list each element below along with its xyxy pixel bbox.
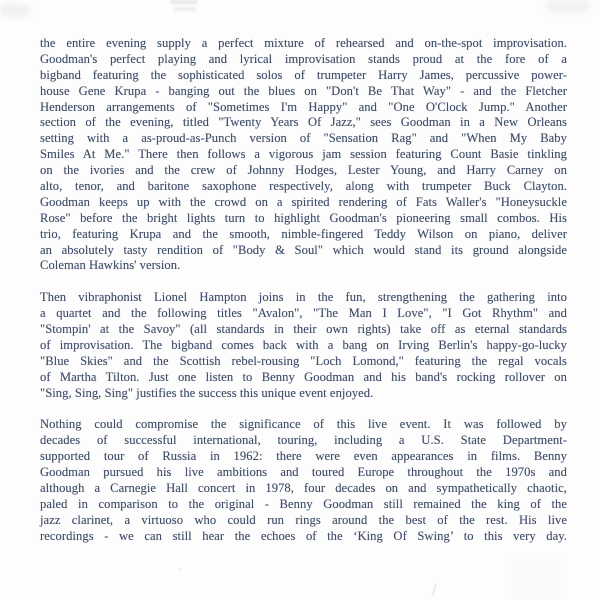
text-line: Rose" before the bright lights turn to highlight Goodman's pioneering small combos. His <box>40 210 567 225</box>
text-line: alto, tenor, and baritone saxophone respectively, along with trumpeter Buck Clayton. <box>40 179 567 194</box>
text-line: "Sing, Sing, Sing" justifies the success this unique event enjoyed. <box>40 385 374 400</box>
text-line: Henderson arrangements of "Sometimes I'm Happy" and "One O'Clock Jump." Another <box>40 99 567 114</box>
scan-artifact-smudge <box>0 4 30 17</box>
text-line: Smiles At Me." There then follows a vigorous jam session featuring Count Basie tinkling <box>40 147 567 162</box>
scan-artifact-dash <box>170 0 198 4</box>
scan-artifact-dot <box>178 568 181 571</box>
text-line: Goodman's perfect playing and lyrical improvisation stands proud at the fore of a <box>40 51 567 66</box>
text-line: recordings - we can still hear the echoes of the ‘King Of Swing’ to this very day. <box>40 528 567 543</box>
text-line: "Blue Skies" and the Scottish rebel-rousing "Loch Lomond," featuring the regal vocals <box>40 353 567 368</box>
text-line: the entire evening supply a perfect mixture of rehearsed and on-the-spot improvisation. <box>40 36 567 50</box>
text-line: section of the evening, titled "Twenty Years Of Jazz," sees Goodman in a New Orleans <box>40 115 567 130</box>
text-line: Nothing could compromise the significance of this live event. It was followed by <box>40 417 567 432</box>
paragraph <box>40 417 567 544</box>
paragraph <box>40 290 567 401</box>
scan-artifact-smudge <box>508 558 562 600</box>
text-line: bigband featuring the sophisticated solos of trumpeter Harry James, percussive power- <box>40 67 567 82</box>
text-line: trio, featuring Krupa and the smooth, nimble-fingered Teddy Wilson on piano, deliver <box>40 226 567 241</box>
text-line: of Martha Tilton. Just one listen to Benny Goodman and his band's rocking rollover on <box>40 369 567 384</box>
text-line: house Gene Krupa - banging out the blues on "Don't Be That Way" - and the Fletcher <box>40 83 567 98</box>
text-line: although a Carnegie Hall concert in 1978, four decades on and sympathetically chaotic, <box>40 480 567 495</box>
text-line: paled in comparison to the original - Benny Goodman still remained the king of the <box>40 496 567 511</box>
text-line: an absolutely tasty rendition of "Body & Soul" which would stand its ground alongside <box>40 242 567 257</box>
text-line: of improvisation. The bigband comes back with a bang on Irving Berlin's happy-go-lucky <box>40 337 567 352</box>
text-line: decades of successful international, touring, including a U.S. State Department- <box>40 433 567 448</box>
text-line: Goodman pursued his live ambitions and toured Europe throughout the 1970s and <box>40 465 567 480</box>
text-line: on the ivories and the crew of Johnny Hodges, Lester Young, and Harry Carney on <box>40 163 567 178</box>
text-line: "Stompin' at the Savoy" (all standards in their own rights) take off as eternal standards <box>40 322 567 337</box>
scan-artifact-dash <box>173 7 196 11</box>
scan-artifact-smudge <box>546 0 590 13</box>
text-line: Goodman keeps up with the crowd on a spirited rendering of Fats Waller's "Honeysuckle <box>40 194 567 209</box>
text-line: jazz clarinet, a virtuoso who could run rings around the best of the rest. His live <box>40 512 567 527</box>
text-line: Coleman Hawkins' version. <box>40 258 181 273</box>
scan-artifact-mark <box>422 581 436 596</box>
text-line: setting with a as-proud-as-Punch version of "Sensation Rag" and "When My Baby <box>40 131 567 146</box>
text-line: supported tour of Russia in 1962: there were even appearances in films. Benny <box>40 449 567 464</box>
text-block <box>40 36 567 560</box>
text-line: a quartet and the following titles "Avalon", "The Man I Love", "I Got Rhythm" and <box>40 306 567 321</box>
paragraph <box>40 36 567 274</box>
text-line: Then vibraphonist Lionel Hampton joins in the fun, strengthening the gathering into <box>40 290 567 305</box>
